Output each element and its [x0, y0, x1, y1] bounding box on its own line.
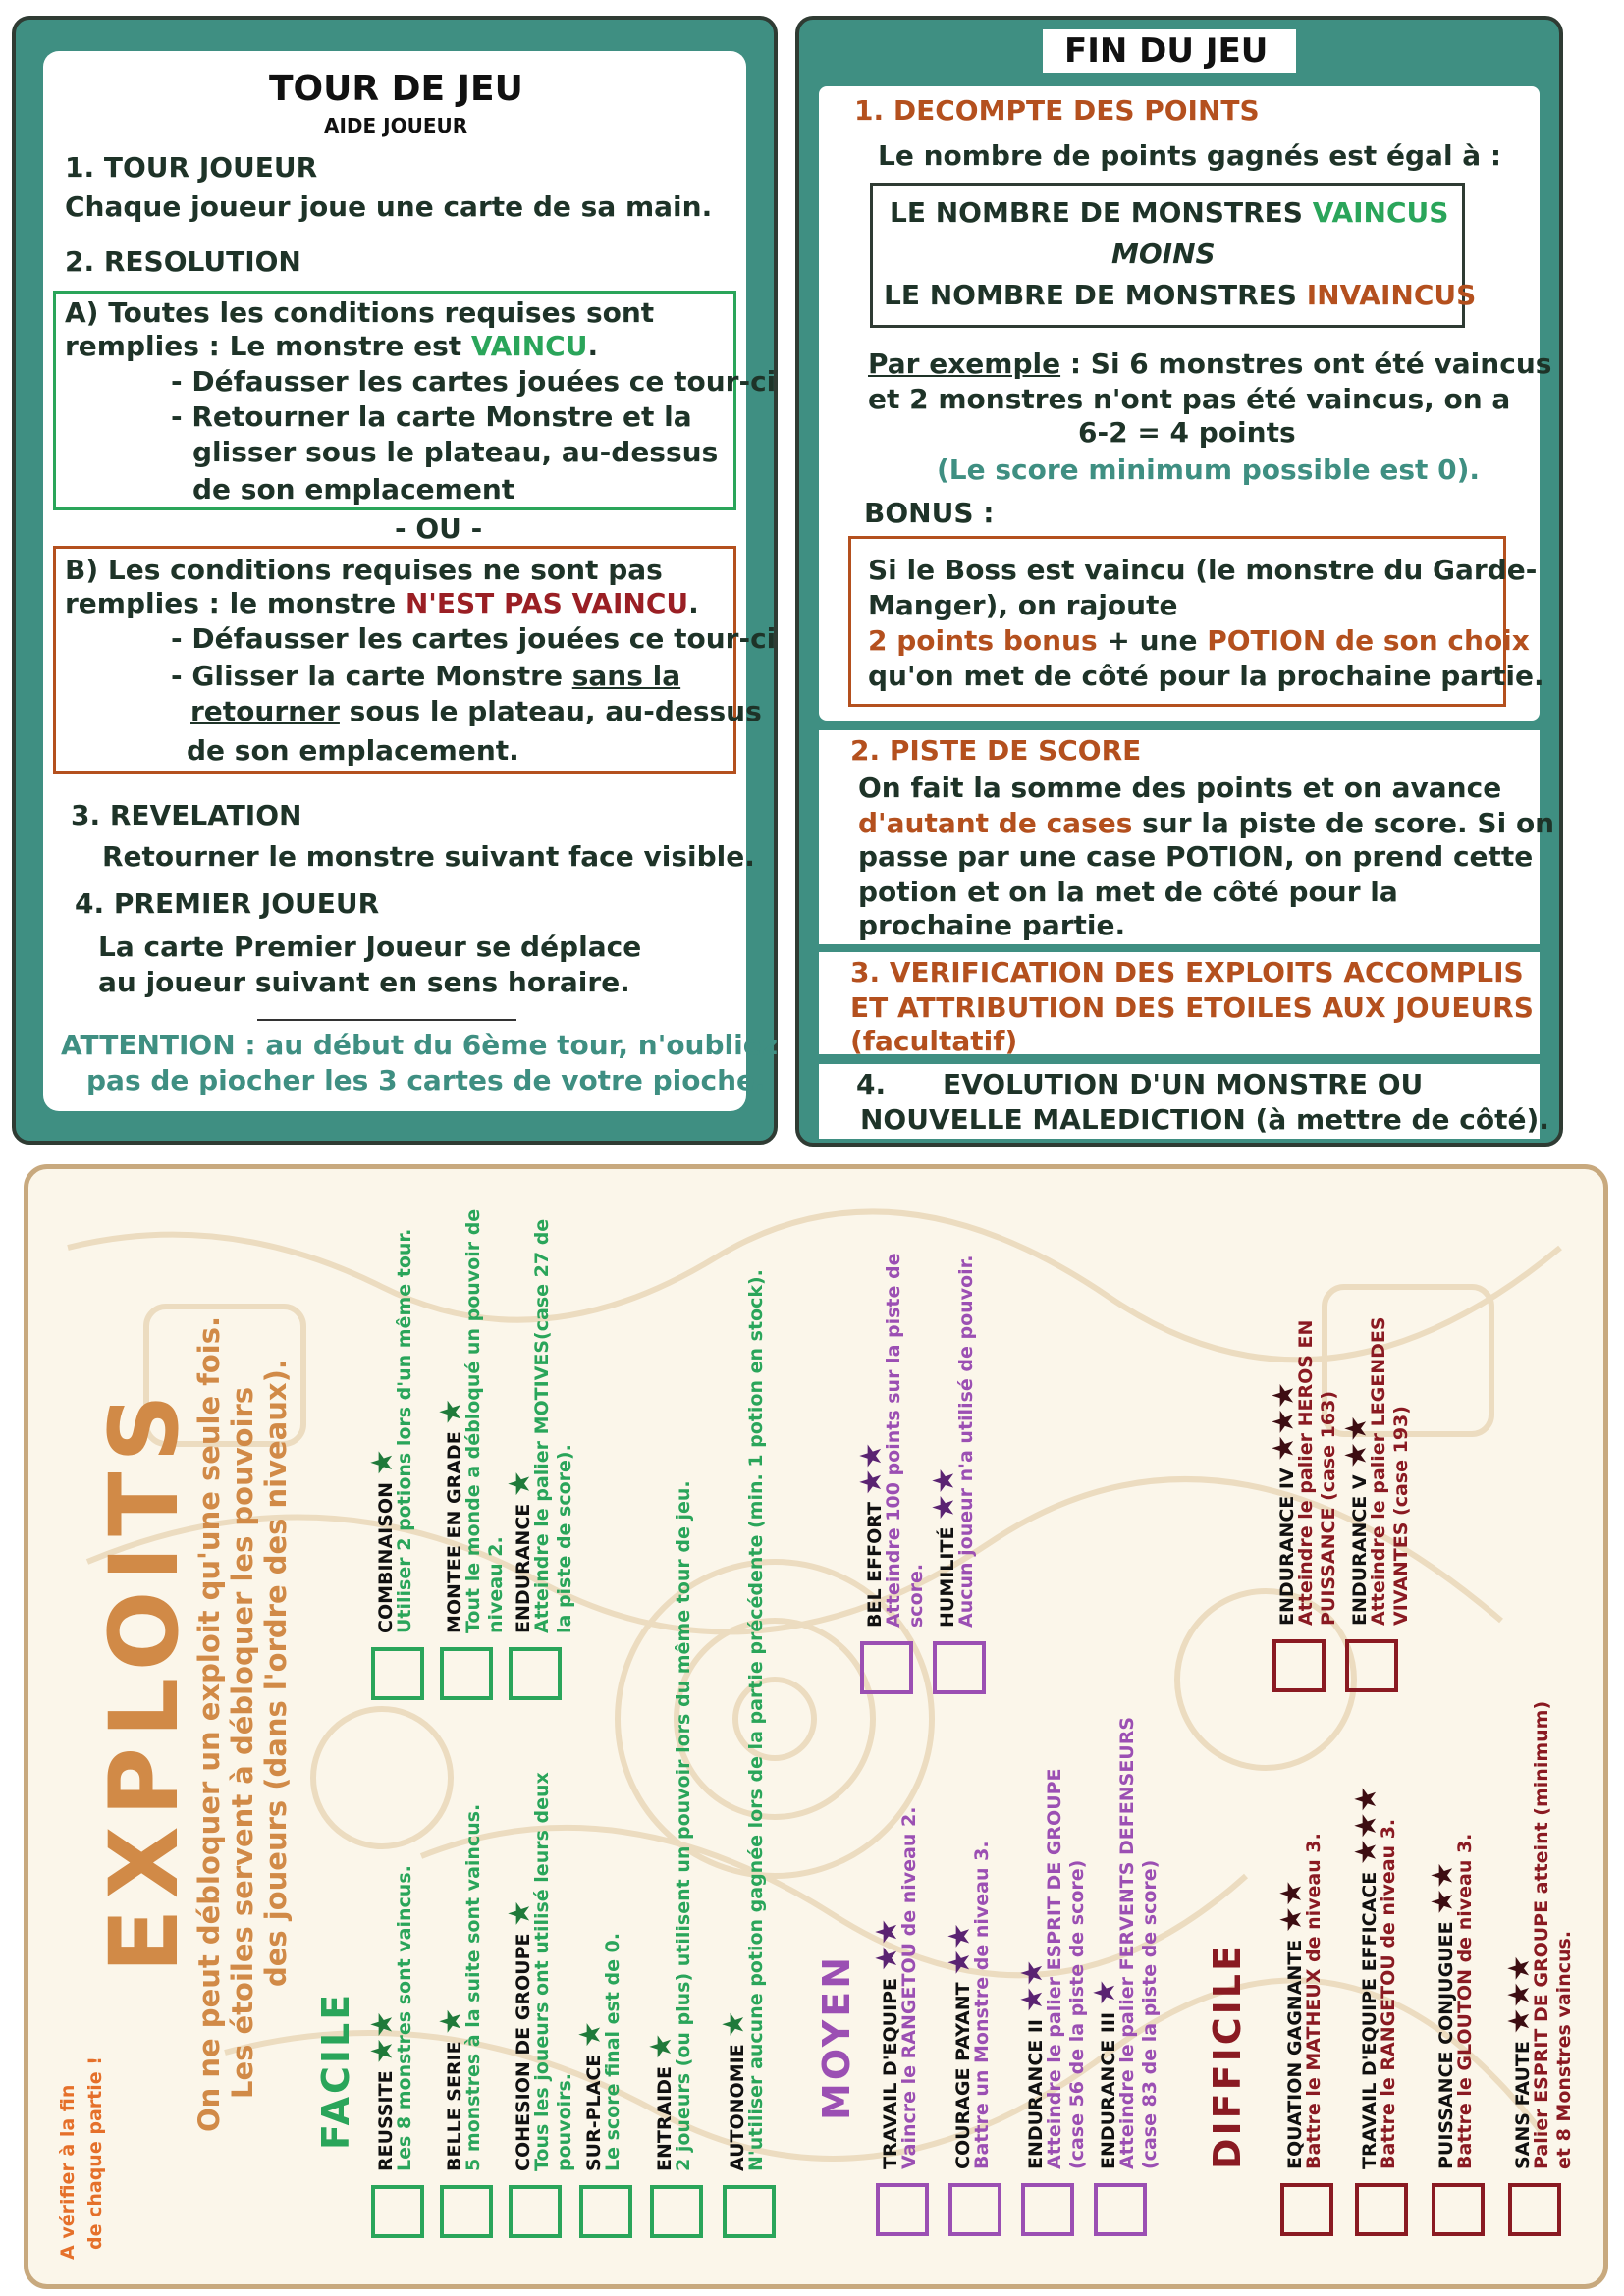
exploit-name: ENDURANCE ★: [503, 1470, 537, 1633]
example-line: 6-2 = 4 points: [1078, 416, 1296, 449]
star-icon: ★★: [927, 1468, 961, 1521]
case-a-bullet: glisser sous le plateau, au-dessus: [192, 436, 719, 468]
exploit-checkbox[interactable]: [860, 1641, 913, 1694]
exploit-checkbox[interactable]: [509, 2185, 562, 2238]
exploit-description: Tout le monde a débloqué un pouvoir de: [462, 1208, 484, 1633]
exploit-name: BEL EFFORT ★★: [854, 1442, 889, 1628]
page-subtitle: AIDE JOUEUR: [324, 114, 468, 137]
section-text: Chaque joueur joue une carte de sa main.: [65, 190, 713, 223]
exploit-checkbox[interactable]: [1021, 2183, 1074, 2236]
case-b-line: B) Les conditions requises ne sont pas: [65, 554, 663, 586]
exploit-checkbox[interactable]: [371, 1647, 424, 1700]
star-icon: ★★★: [1502, 1954, 1537, 2035]
page-title: TOUR DE JEU: [269, 69, 523, 109]
exploit-description: Palier ESPRIT DE GROUPE atteint (minimum): [1531, 1700, 1552, 2169]
exploit-name: EQUATION GAGNANTE ★★: [1274, 1880, 1309, 2169]
section-title: EVOLUTION D'UN MONSTRE OU: [943, 1068, 1424, 1100]
section-title: (facultatif): [850, 1025, 1018, 1057]
case-a-bullet: de son emplacement: [192, 473, 515, 506]
star-icon: ★: [434, 2007, 468, 2035]
exploit-checkbox[interactable]: [948, 2183, 1001, 2236]
exploit-checkbox[interactable]: [1345, 1639, 1398, 1692]
exploits-intro: Les étoiles servent à débloquer les pouvoirs: [226, 1386, 259, 2099]
section-text: d'autant de cases sur la piste de score. Si on: [858, 807, 1555, 839]
level-label-facile: FACILE: [314, 1991, 357, 2150]
star-icon: ★: [717, 2010, 751, 2038]
section-text: passe par une case POTION, on prend cette: [858, 840, 1534, 873]
case-a-bullet: - Retourner la carte Monstre et la: [171, 400, 692, 433]
exploit-name: ENDURANCE III ★: [1088, 1979, 1122, 2169]
formula-line: LE NOMBRE DE MONSTRES VAINCUS: [890, 196, 1449, 229]
exploit-checkbox[interactable]: [933, 1641, 986, 1694]
level-label-moyen: MOYEN: [815, 1953, 858, 2120]
case-a-line: remplies : Le monstre est VAINCU.: [65, 330, 599, 362]
exploit-description: pouvoirs.: [554, 2072, 575, 2171]
star-icon: ★★: [1015, 1959, 1050, 2013]
exploit-description: (case 56 de la piste de score): [1066, 1859, 1088, 2169]
exploit-name: PUISSANCE CONJUGUEE ★★: [1426, 1862, 1460, 2169]
exploit-description: Atteindre le palier ESPRIT DE GROUPE: [1044, 1768, 1065, 2169]
bonus-line: Si le Boss est vaincu (le monstre du Garde-: [868, 554, 1538, 586]
exploit-checkbox[interactable]: [1280, 2183, 1333, 2236]
exploit-description: Atteindre 100 points sur la piste de: [883, 1253, 904, 1628]
section-text: potion et on la met de côté pour la: [858, 876, 1398, 908]
star-icon: ★★: [365, 2011, 400, 2064]
exploit-name: SUR-PLACE ★: [573, 2021, 608, 2171]
star-icon: ★: [503, 1900, 537, 1927]
section-text: prochaine partie.: [858, 909, 1126, 941]
section-text: NOUVELLE MALEDICTION (à mettre de côté).: [860, 1103, 1549, 1136]
exploit-description: 5 monstres à la suite sont vaincus.: [462, 1803, 484, 2171]
exploits-intro: des joueurs (dans l'ordre des niveaux).: [259, 1359, 293, 1987]
case-a-bullet: - Défausser les cartes jouées ce tour-ci: [171, 365, 777, 398]
section-title: 4. PREMIER JOUEUR: [75, 887, 380, 920]
ou-separator: - OU -: [395, 512, 483, 545]
exploit-name: SANS FAUTE ★★★: [1502, 1954, 1537, 2169]
exploit-name: ENDURANCE IV ★★★: [1267, 1382, 1301, 1626]
example-line: et 2 monstres n'ont pas été vaincus, on a: [868, 383, 1511, 415]
exploit-checkbox[interactable]: [1272, 1639, 1326, 1692]
exploit-name: BELLE SERIE ★: [434, 2007, 468, 2171]
section-title: 2. PISTE DE SCORE: [850, 734, 1142, 767]
exploit-description: PUISSANCE (case 163): [1318, 1390, 1339, 1626]
exploit-name: COHESION DE GROUPE ★: [503, 1900, 537, 2171]
case-b-bullet: retourner sous le plateau, au-dessus: [190, 695, 762, 727]
bonus-line: qu'on met de côté pour la prochaine partie.: [868, 660, 1544, 692]
case-b-bullet: - Glisser la carte Monstre sans la: [171, 660, 681, 692]
star-icon: ★★: [943, 1922, 977, 1976]
exploit-checkbox[interactable]: [579, 2185, 632, 2238]
star-icon: ★★: [1426, 1862, 1460, 1915]
star-icon: ★★★: [1267, 1382, 1301, 1462]
exploit-description: Atteindre le palier MOTIVES(case 27 de: [531, 1218, 553, 1633]
exploit-description: Vaincre le RANGETOU de niveau 2.: [898, 1806, 920, 2169]
exploit-description: score.: [905, 1563, 927, 1628]
exploit-description: Battre le GLOUTON de niveau 3.: [1454, 1833, 1476, 2169]
exploit-name: ENTRAIDE ★: [644, 2033, 678, 2171]
star-icon: ★: [434, 1398, 468, 1425]
section-title: 3. REVELATION: [71, 799, 302, 831]
exploit-checkbox[interactable]: [371, 2185, 424, 2238]
exploit-description: Battre le RANGETOU de niveau 3.: [1378, 1818, 1399, 2169]
exploit-checkbox[interactable]: [1094, 2183, 1147, 2236]
exploit-description: N'utiliser aucune potion gagnée lors de la partie précédente (min. 1 potion en stock).: [745, 1269, 767, 2171]
star-icon: ★: [1088, 1979, 1122, 2006]
section-text: La carte Premier Joueur se déplace: [98, 931, 642, 963]
attention-note: pas de piocher les 3 cartes de votre pioche.: [86, 1064, 766, 1096]
level-label-difficile: DIFFICILE: [1206, 1943, 1249, 2169]
exploit-description: Atteindre le palier HEROS EN: [1295, 1319, 1317, 1626]
exploit-checkbox[interactable]: [440, 2185, 493, 2238]
exploit-description: niveau 2.: [485, 1536, 507, 1633]
verify-note: de chaque partie !: [84, 2056, 106, 2250]
section-title: 2. RESOLUTION: [65, 245, 301, 278]
formula-line: LE NOMBRE DE MONSTRES INVAINCUS: [884, 279, 1477, 311]
exploit-name: COURAGE PAYANT ★★: [943, 1922, 977, 2169]
star-icon: ★★: [1274, 1880, 1309, 1934]
section-title: 1. TOUR JOUEUR: [65, 151, 318, 184]
case-a-line: A) Toutes les conditions requises sont: [65, 296, 655, 329]
bonus-line: Manger), on rajoute: [868, 589, 1178, 621]
exploit-description: Tous les joueurs ont utilisé leurs deux: [531, 1772, 553, 2171]
section-text: au joueur suivant en sens horaire.: [98, 966, 630, 998]
exploit-checkbox[interactable]: [876, 2183, 929, 2236]
section-text: On fait la somme des points et on avance: [858, 772, 1502, 804]
exploit-checkbox[interactable]: [440, 1647, 493, 1700]
exploit-name: HUMILITÉ ★★: [927, 1468, 961, 1628]
section-title: 3. VERIFICATION DES EXPLOITS ACCOMPLIS: [850, 956, 1524, 988]
verify-note: A vérifier à la fin: [57, 2084, 79, 2260]
exploits-intro: On ne peut débloquer un exploit qu'une seule fois.: [192, 1315, 226, 2132]
star-icon: ★★★: [1349, 1786, 1383, 1866]
exploit-name: TRAVAIL D'EQUIPE EFFICACE ★★★: [1349, 1786, 1383, 2169]
star-icon: ★: [365, 1449, 400, 1476]
case-b-bullet: de son emplacement.: [187, 734, 519, 767]
exploit-description: Atteindre le palier LEGENDES: [1368, 1316, 1389, 1626]
case-b-bullet: - Défausser les cartes jouées ce tour-ci: [171, 622, 777, 655]
exploit-description: Aucun joueur n'a utilisé de pouvoir.: [955, 1255, 977, 1628]
star-icon: ★★: [854, 1442, 889, 1496]
exploit-name: TRAVAIL D'EQUIPE ★★: [870, 1918, 904, 2169]
section-text: Retourner le monstre suivant face visible.: [102, 840, 755, 873]
exploit-checkbox[interactable]: [1355, 2183, 1408, 2236]
not-vaincu-word: N'EST PAS VAINCU: [405, 587, 689, 619]
bonus-title: BONUS :: [864, 497, 995, 529]
exploit-description: et 8 Monstres vaincus.: [1553, 1930, 1575, 2169]
exploit-description: Atteindre le palier FERVENTS DEFENSEURS: [1116, 1716, 1138, 2169]
star-icon: ★★: [870, 1918, 904, 1972]
example-line: Par exemple : Si 6 monstres ont été vaincus: [868, 347, 1552, 380]
star-icon: ★: [503, 1470, 537, 1498]
divider: [257, 1019, 516, 1021]
exploit-checkbox[interactable]: [650, 2185, 703, 2238]
exploit-description: la piste de score).: [554, 1444, 575, 1633]
fin-du-jeu-title: FIN DU JEU: [1064, 31, 1269, 71]
exploit-name: REUSSITE ★★: [365, 2011, 400, 2171]
attention-note: ATTENTION : au début du 6ème tour, n'oubliez: [61, 1029, 779, 1061]
exploit-name: ENDURANCE II ★★: [1015, 1959, 1050, 2169]
exploit-description: Battre un Monstre de niveau 3.: [971, 1841, 993, 2169]
exploit-checkbox[interactable]: [1432, 2183, 1485, 2236]
exploit-description: VIVANTES (case 193): [1390, 1406, 1412, 1626]
section-title: ET ATTRIBUTION DES ETOILES AUX JOUEURS: [850, 991, 1534, 1024]
section-number: 4.: [856, 1068, 887, 1100]
exploit-name: COMBINAISON ★: [365, 1449, 400, 1633]
exploit-description: (case 83 de la piste de score): [1139, 1859, 1161, 2169]
exploit-checkbox[interactable]: [723, 2185, 776, 2238]
exploit-name: ENDURANCE V ★★: [1339, 1415, 1374, 1626]
exploit-description: Utiliser 2 potions lors d'un même tour.: [394, 1228, 415, 1633]
section-title: 1. DECOMPTE DES POINTS: [854, 94, 1260, 127]
section-text: Le nombre de points gagnés est égal à :: [878, 139, 1502, 172]
exploit-description: 2 joueurs (ou plus) utilisent un pouvoir lors du même tour de jeu.: [673, 1480, 694, 2171]
case-b-line: remplies : le monstre N'EST PAS VAINCU.: [65, 587, 699, 619]
star-icon: ★: [573, 2021, 608, 2049]
star-icon: ★★: [1339, 1415, 1374, 1468]
exploit-name: AUTONOMIE ★: [717, 2010, 751, 2171]
vaincu-word: VAINCU: [470, 330, 588, 362]
exploit-description: Les 8 monstres sont vaincus.: [394, 1865, 415, 2171]
exploits-title: EXPLOITS: [89, 1384, 199, 1973]
formula-moins: MOINS: [1111, 238, 1216, 270]
star-icon: ★: [644, 2033, 678, 2060]
bonus-line: 2 points bonus + une POTION de son choix: [868, 624, 1530, 657]
exploit-description: Le score final est de 0.: [602, 1932, 623, 2171]
exploit-checkbox[interactable]: [1508, 2183, 1561, 2236]
exploit-name: MONTEE EN GRADE ★: [434, 1398, 468, 1633]
exploit-description: Battre le MATHEUX de niveau 3.: [1303, 1833, 1325, 2169]
example-note: (Le score minimum possible est 0).: [937, 454, 1481, 486]
exploit-checkbox[interactable]: [509, 1647, 562, 1700]
